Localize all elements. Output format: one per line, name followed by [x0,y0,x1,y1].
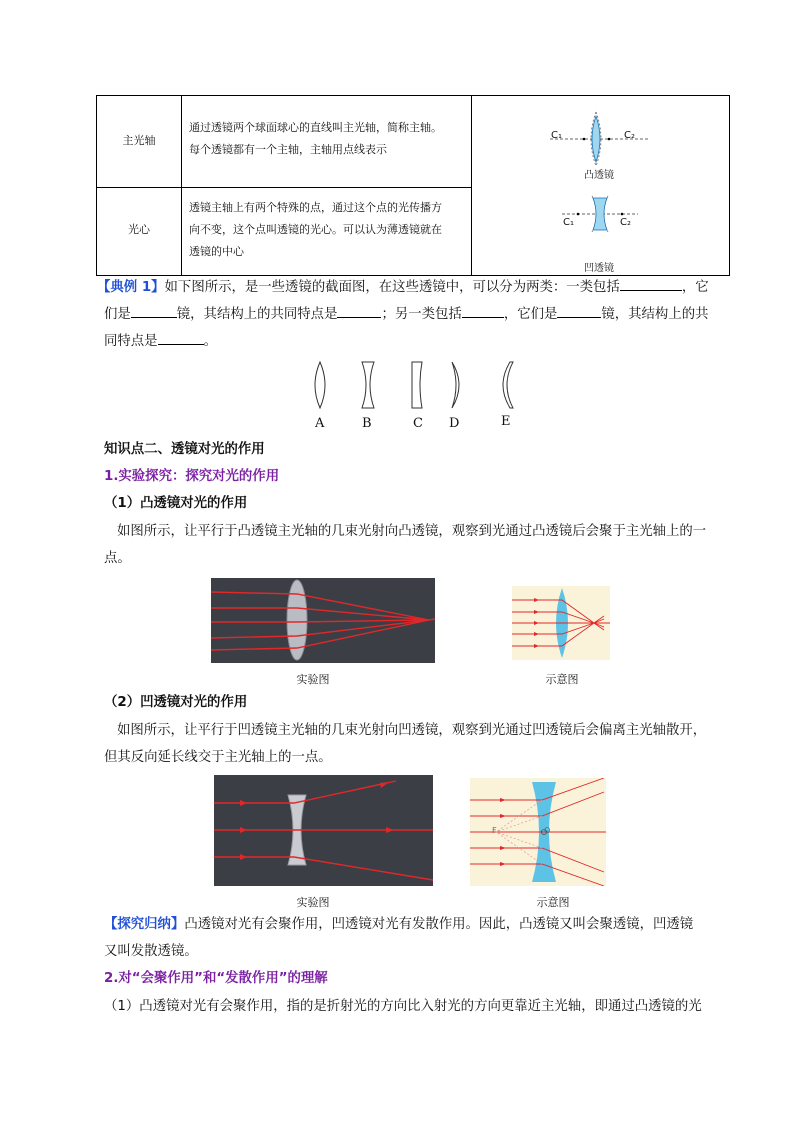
concave-lens-caption: 凹透镜 [584,263,614,274]
convex-schematic [512,586,610,660]
label-c1-bottom: C₁ [563,217,574,228]
blank-5[interactable] [557,304,601,318]
example1-line2: 们是 镜，其结构上的共同特点是 ；另一类包括 ，它们是 镜，其结构上的共 [104,301,709,329]
schematic-label-f: F [492,826,497,835]
concave-heading: （2）凹透镜对光的作用 [104,695,248,710]
table-divider-col1 [181,95,182,276]
subsection-2-title: 2.对“会聚作用”和“发散作用”的理解 [104,971,328,986]
def-optical-center-line3: 透镜的中心 [189,245,244,258]
summary-tag: 【探究归纳】 [104,917,185,932]
def-main-axis-line1: 通过透镜两个球面球心的直线叫主光轴，简称主轴。 [189,121,442,134]
lens-label-c: C [413,416,423,431]
convex-schematic-caption: 示意图 [545,673,579,686]
table-divider-col2 [471,95,472,276]
blank-4[interactable] [462,304,504,318]
lens-d [452,362,459,408]
blank-3[interactable] [337,304,381,318]
summary-line1: 【探究归纳】凸透镜对光有会聚作用，凹透镜对光有发散作用。因此，凸透镜又叫会聚透镜，凹透镜 [104,917,694,932]
convex-para-line1: 如图所示，让平行于凸透镜主光轴的几束光射向凸透镜，观察到光通过凸透镜后会聚于主光轴上的一 [117,524,707,539]
term-main-axis: 主光轴 [122,134,156,147]
convex-experiment-caption: 实验图 [296,673,330,686]
subsection-1-title: 1.实验探究：探究对光的作用 [104,469,280,484]
table-divider-row [96,187,472,188]
understanding-line1: （1）凸透镜对光有会聚作用，指的是折射光的方向比入射光的方向更靠近主光轴，即通过凸透镜的光 [104,999,702,1014]
lens-sections-figure [300,358,530,418]
lens-label-d: D [449,416,460,431]
section2-title: 知识点二、透镜对光的作用 [104,442,265,457]
lens-label-a: A [315,416,325,431]
lens-b [362,362,374,408]
concave-para-line1: 如图所示，让平行于凹透镜主光轴的几束光射向凹透镜，观察到光通过凹透镜后会偏离主光轴散开， [117,723,707,738]
convex-heading: （1）凸透镜对光的作用 [104,496,248,511]
blank-2[interactable] [131,304,177,318]
table-border-left [96,95,97,276]
blank-1[interactable] [620,277,682,291]
example1-line3: 同特点是 。 [104,328,217,356]
def-main-axis-line2: 每个透镜都有一个主轴，主轴用点线表示 [189,143,387,156]
table-border-right [729,95,730,276]
concave-experiment-caption: 实验图 [296,896,330,909]
blank-6[interactable] [158,331,204,345]
concave-experiment-photo [214,775,433,886]
example-tag: 【典例 1】 [97,280,165,295]
schematic-label-o: O [544,826,551,835]
label-c1-top: C₁ [551,130,562,141]
concave-schematic [470,778,606,886]
def-optical-center-line1: 透镜主轴上有两个特殊的点，通过这个点的光传播方 [189,201,442,214]
label-c2-bottom: C₂ [620,217,631,228]
lens-a [315,362,325,408]
lens-label-b: B [362,416,372,431]
concave-schematic-caption: 示意图 [536,896,570,909]
lens-axis-figure [540,96,660,274]
convex-para-line2: 点。 [104,551,131,566]
label-c2-top: C₂ [624,130,635,141]
lens-c [412,362,422,408]
term-optical-center: 光心 [128,223,150,236]
def-optical-center-line2: 向不变，这个点叫透镜的光心。可以认为薄透镜就在 [189,223,442,236]
lens-label-e: E [501,414,511,429]
summary-line2: 又叫发散透镜。 [104,944,198,959]
example1-line1: 【典例 1】如下图所示，是一些透镜的截面图，在这些透镜中，可以分为两类：一类包括 ，它 [97,274,709,302]
convex-lens-caption: 凸透镜 [584,170,614,181]
lens-e [503,362,513,408]
concave-para-line2: 但其反向延长线交于主光轴上的一点。 [104,750,332,765]
convex-experiment-photo [211,578,435,663]
